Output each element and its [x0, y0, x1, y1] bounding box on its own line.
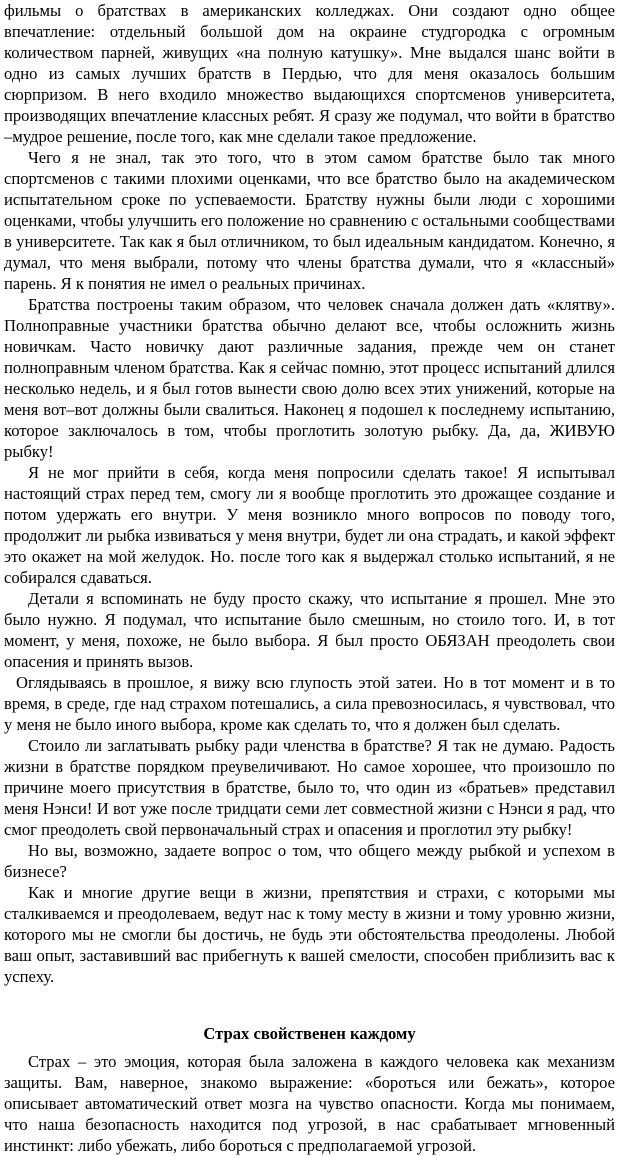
paragraph-9: Как и многие другие вещи в жизни, препятствия и страхи, с которыми мы сталкиваемся и преодолеваем, ведут нас к тому месту в жизни и тому уровню жизни, которого мы не смогли бы достичь, не будь эти обстоятельства преодолены. Любой ваш опыт, заставивший вас прибегнуть к вашей смелости, способен приблизить вас к успеху.: [4, 883, 615, 986]
paragraph-6: Оглядываясь в прошлое, я вижу всю глупость этой затеи. Но в тот момент и в то время, в среде, где над страхом потешались, а сила превозносилась, я чувствовал, что у меня не было иного выбора, кроме как сделать то, что я должен был сделать.: [4, 673, 615, 734]
paragraph-1: фильмы о братствах в американских колледжах. Они создают одно общее впечатление: отдельный большой дом на окраине студгородка с огромным количеством парней, живущих «на полную катушку». Мне выдался шанс войти в одно из самых лучших братств в Пердью, что для меня оказалось большим сюрпризом. В него входило множество выдающихся спортсменов университета, производящих впечатление классных ребят. Я сразу же подумал, что войти в братство –мудрое решение, после того, как мне сделали такое предложение.: [4, 1, 615, 146]
paragraph-2: Чего я не знал, так это того, что в этом самом братстве было так много спортсменов с такими плохими оценками, что все братство было на академическом испытательном сроке по успеваемости. Братству нужны были люди с хорошими оценками, чтобы улучшить его положение но сравнению с остальными сообществами в университете. Так как я был отличником, то был идеальным кандидатом. Конечно, я думал, что меня выбрали, потому что члены братства думали, что я «классный» парень. Я к понятия не имел о реальных причинах.: [4, 148, 615, 293]
paragraph-8: Но вы, возможно, задаете вопрос о том, что общего между рыбкой и успехом в бизнесе?: [4, 841, 615, 881]
paragraph-7: Стоило ли заглатывать рыбку ради членства в братстве? Я так не думаю. Радость жизни в братстве порядком преувеличивают. Но самое хорошее, что произошло по причине моего присутствия в братстве, было то, что один из «братьев» представил меня Нэнси! И вот уже после тридцати семи лет совместной жизни с Нэнси я рад, что смог преодолеть свой первоначальный страх и опасения и проглотил эту рыбку!: [4, 736, 615, 839]
paragraph-4: Я не мог прийти в себя, когда меня попросили сделать такое! Я испытывал настоящий страх перед тем, смогу ли я вообще проглотить это дрожащее создание и потом удержать его внутри. У меня возникло много вопросов по поводу того, продолжит ли рыбка извиваться у меня внутри, будет ли она страдать, и какой эффект это окажет на мой желудок. Но. после того как я выдержал столько испытаний, я не собирался сдаваться.: [4, 463, 615, 587]
paragraph-5: Детали я вспоминать не буду просто скажу, что испытание я прошел. Мне это было нужно. Я подумал, что испытание было смешным, но стоило того. И, в тот момент, у меня, похоже, не было выбора. Я был просто ОБЯЗАН преодолеть свои опасения и принять вызов.: [4, 589, 615, 671]
section-paragraph-1: Страх – это эмоция, которая была заложена в каждого человека как механизм защиты. Вам, наверное, знакомо выражение: «бороться или бежать», которое описывает автоматический ответ мозга на чувство опасности. Когда мы понимаем, что наша безопасность находится под угрозой, в нас срабатывает мгновенный инстинкт: либо убежать, либо бороться с предполагаемой угрозой.: [4, 1052, 615, 1155]
document-page: [4, 0, 615, 1156]
paragraph-3: Братства построены таким образом, что человек сначала должен дать «клятву». Полноправные участники братства обычно делают все, чтобы осложнить жизнь новичкам. Часто новичку дают различные задания, прежде чем он станет полноправным членом братства. Как я сейчас помню, этот процесс испытаний длился несколько недель, и я был готов вынести свою долю всех этих унижений, которые на меня вот–вот должны были свалиться. Наконец я подошел к последнему испытанию, которое заключалось в том, чтобы проглотить золотую рыбку. Да, да, ЖИВУЮ рыбку!: [4, 295, 615, 461]
section-heading: Страх свойственен каждому: [203, 1024, 416, 1043]
